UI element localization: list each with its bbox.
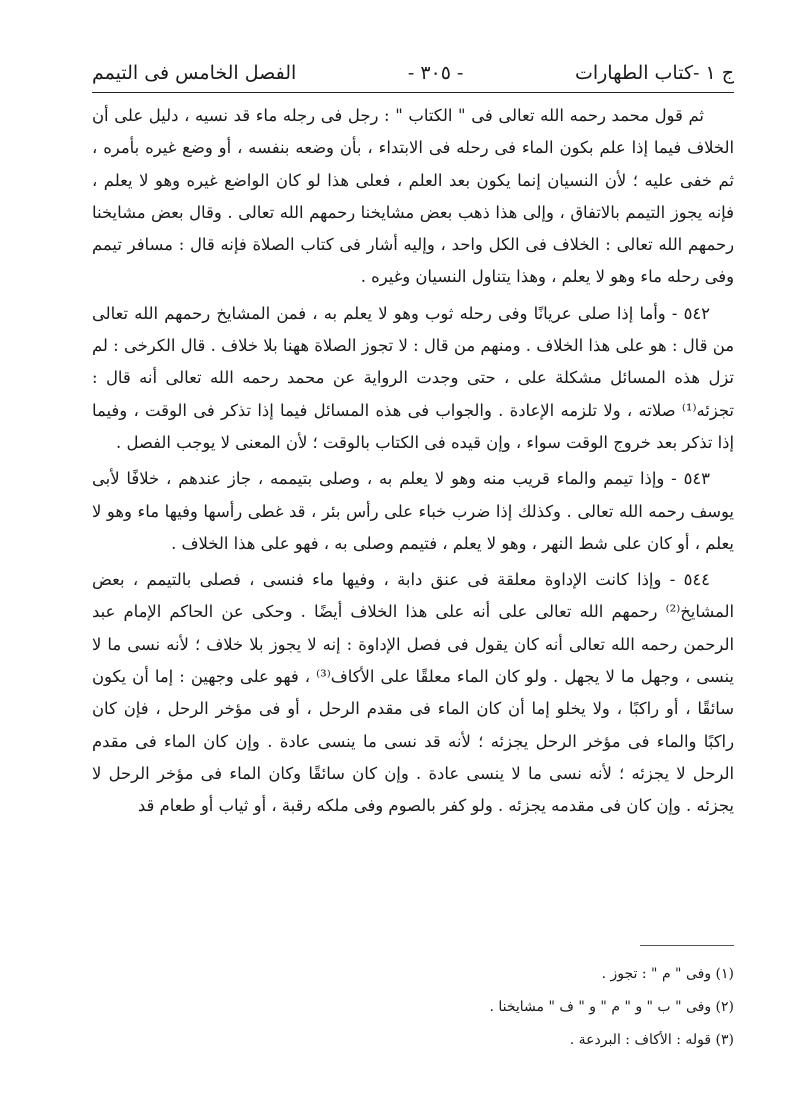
paragraph: ٥٤٣ - وإذا تيمم والماء قريب منه وهو لا يعلم به ، وصلى بتيممه ، جاز عندهم ، خلافًا لأبى يوسف رحمه الله تعالى . وكذلك إذا ضرب خباء على رأس بئر ، قد غطى رأسها وفيها ماء وهو لا يعلم ، أو كان على شط النهر ، وهو لا يعلم ، فتيمم وصلى به ، فهو على هذا الخلاف . bbox=[92, 469, 734, 553]
footnote: (١) وفى " م " : تجوز . bbox=[601, 966, 734, 982]
paragraph: ٥٤٤ - وإذا كانت الإداوة معلقة فى عنق دابة ، وفيها ماء فنسى ، فصلى بالتيمم ، بعض المشايخ⁽²⁾ رحمهم الله تعالى على أنه على هذا الخلاف أيضًا . وحكى عن الحاكم الإمام عبد الرحمن رحمه الله تعالى أنه كان يقول فى فصل الإداوة : إنه لا يجوز بلا خلاف ؛ لأنه نسى ما لا ينسى ، وجهل ما لا يجهل . ولو كان الماء معلقًا على الأكاف⁽³⁾ ، فهو على وجهين : إما أن يكون سائقًا ، أو راكبًا ، ولا يخلو إما أن كان الماء فى مقدم الرحل ، أو فى مؤخر الرحل ، فإن كان راكبًا والماء فى مؤخر الرحل يجزئه ؛ لأنه قد نسى ما ينسى عادة . وإن كان الماء فى مقدم الرحل لا يجزئه ؛ لأنه نسى ما لا ينسى عادة . وإن كان سائقًا وكان الماء فى مؤخر الرحل لا يجزئه . وإن كان فى مقدمه يجزئه . ولو كفر بالصوم وفى ملكه رقبة ، أو ثياب أو طعام قد bbox=[92, 570, 734, 816]
footnote: (٣) قوله : الأكاف : البردعة . bbox=[569, 1032, 734, 1048]
footnote-divider bbox=[640, 945, 734, 946]
paragraph: ٥٤٢ - وأما إذا صلى عريانًا وفى رحله ثوب وهو لا يعلم به ، فمن المشايخ رحمهم الله تعالى من قال : هو على هذا الخلاف . ومنهم من قال : لا تجوز الصلاة ههنا بلا خلاف . قال الكرخى : لم تزل هذه المسائل مشكلة على ، حتى وجدت الرواية عن محمد رحمه الله تعالى أنه قال : تجزئه⁽¹⁾ صلاته ، ولا تلزمه الإعادة . والجواب فى هذه المسائل فيما إذا تذكر فى الوقت ، وفيما إذا تذكر بعد خروج الوقت سواء ، وإن قيده فى الكتاب بالوقت ؛ لأن المعنى لا يوجب الفصل . bbox=[92, 303, 734, 452]
main-text bbox=[92, 100, 734, 827]
footnote: (٢) وفى " ب " و " م " و " ف " مشايخنا . bbox=[489, 999, 734, 1015]
paragraph: ثم قول محمد رحمه الله تعالى فى " الكتاب " : رجل فى رجله ماء قد نسيه ، دليل على أن الخلاف فيما إذا علم بكون الماء فى رحله فى الابتداء ، بأن وضعه بنفسه ، أو وضع غيره بأمره ، ثم خفى عليه ؛ لأن النسيان إنما يكون بعد العلم ، فعلى هذا لو كان الواضع غيره وهو لا يعلم ، فإنه يجوز التيمم بالاتفاق ، وإلى هذا ذهب بعض مشايخنا رحمهم الله تعالى . وقال بعض مشايخنا رحمهم الله تعالى : الخلاف فى الكل واحد ، وإليه أشار فى كتاب الصلاة فإنه قال : مسافر تيمم وفى رحله ماء وهو لا يعلم ، وهذا يتناول النسيان وغيره . bbox=[92, 106, 734, 287]
footnotes bbox=[92, 958, 734, 1057]
page-header bbox=[92, 58, 734, 88]
header-chapter-title: الفصل الخامس فى التيمم bbox=[92, 62, 297, 84]
header-divider bbox=[92, 92, 734, 93]
header-book-title: ج ١ -كتاب الطهارات bbox=[574, 62, 734, 84]
page-number: - ٣٠٥ - bbox=[407, 62, 464, 84]
